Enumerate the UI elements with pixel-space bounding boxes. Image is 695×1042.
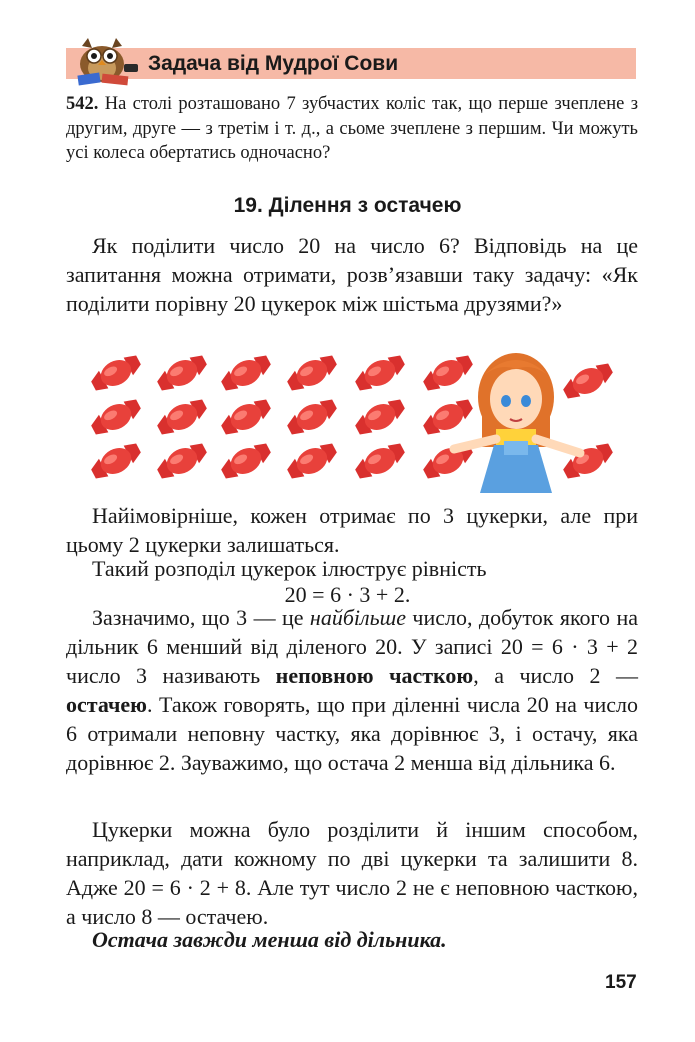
candy-icon [153, 438, 210, 484]
p3-text-2: число, добуток якого на дільник 6 менший від діленого 20. У записі 20 = 6 · 3 + 2 число 3 називають [66, 605, 638, 688]
intro-paragraph: Як поділити число 20 на число 6? Відповідь на це запитання можна отримати, розв’язавши таку задачу: «Як поділити порівну 20 цукерок між шістьма друзями?» [66, 233, 638, 316]
candy-icon [351, 350, 408, 396]
page-number: 157 [605, 972, 637, 993]
candy-icon [87, 438, 144, 484]
paragraph-2: Такий розподіл цукерок ілюструє рівність [92, 556, 487, 581]
girl-figure [454, 353, 580, 493]
rule-statement: Остача завжди менша від дільника. [92, 927, 447, 952]
candy-icon [217, 394, 274, 440]
term-incomplete-quotient: неповною часткою [275, 663, 474, 688]
candy-icon [419, 350, 476, 396]
candy-icon [351, 438, 408, 484]
equation-1: 20 = 6 · 3 + 2. [284, 582, 411, 607]
paragraph-1: Найімовірніше, кожен отримає по 3 цукерки, але при цьому 2 цукерки залишаться. [66, 503, 638, 557]
paragraph-3 [66, 603, 638, 777]
candy-icon [217, 438, 274, 484]
candy-icon [217, 350, 274, 396]
candy-icon [559, 358, 616, 404]
problem-542 [66, 92, 638, 166]
section-title: 19. Ділення з остачею [233, 194, 462, 217]
candies-illustration [84, 345, 624, 493]
candy-icon [87, 350, 144, 396]
problem-number: 542. [66, 94, 99, 114]
paragraph-4: Цукерки можна було розділити й іншим способом, наприклад, дати кожному по дві цукерки та залишити 8. Адже 20 = 6 · 2 + 8. Але тут число 2 не є неповною часткою, а число 8 — остачею. [66, 817, 638, 929]
p3-text-4: . Також говорять, що при діленні числа 20 на число 6 отримали неповну частку, яка дорівнює 3, і остачу, яка дорівнює 2. Зауважимо, що остача 2 менша від дільника 6. [66, 692, 638, 775]
header-title: Задача від Мудрої Сови [148, 52, 399, 75]
candy-icon [153, 350, 210, 396]
p3-emphasis: найбільше [309, 605, 406, 630]
candy-icon [153, 394, 210, 440]
p3-text-3: , а число 2 — [473, 663, 638, 688]
term-remainder: остачею [66, 692, 147, 717]
candy-icon [283, 394, 340, 440]
candy-icon [283, 438, 340, 484]
p3-text-1: Зазначимо, що 3 — це [92, 605, 310, 630]
candy-icon [419, 394, 476, 440]
owl-icon [64, 34, 144, 86]
candy-icon [351, 394, 408, 440]
candy-icon [283, 350, 340, 396]
problem-text: На столі розташовано 7 зубчастих коліс так, що перше зчеплене з другим, друге — з третім і т. д., а сьоме зчеплене з першим. Чи можуть усі колеса обертатись одночасно? [66, 94, 639, 163]
candy-icon [87, 394, 144, 440]
